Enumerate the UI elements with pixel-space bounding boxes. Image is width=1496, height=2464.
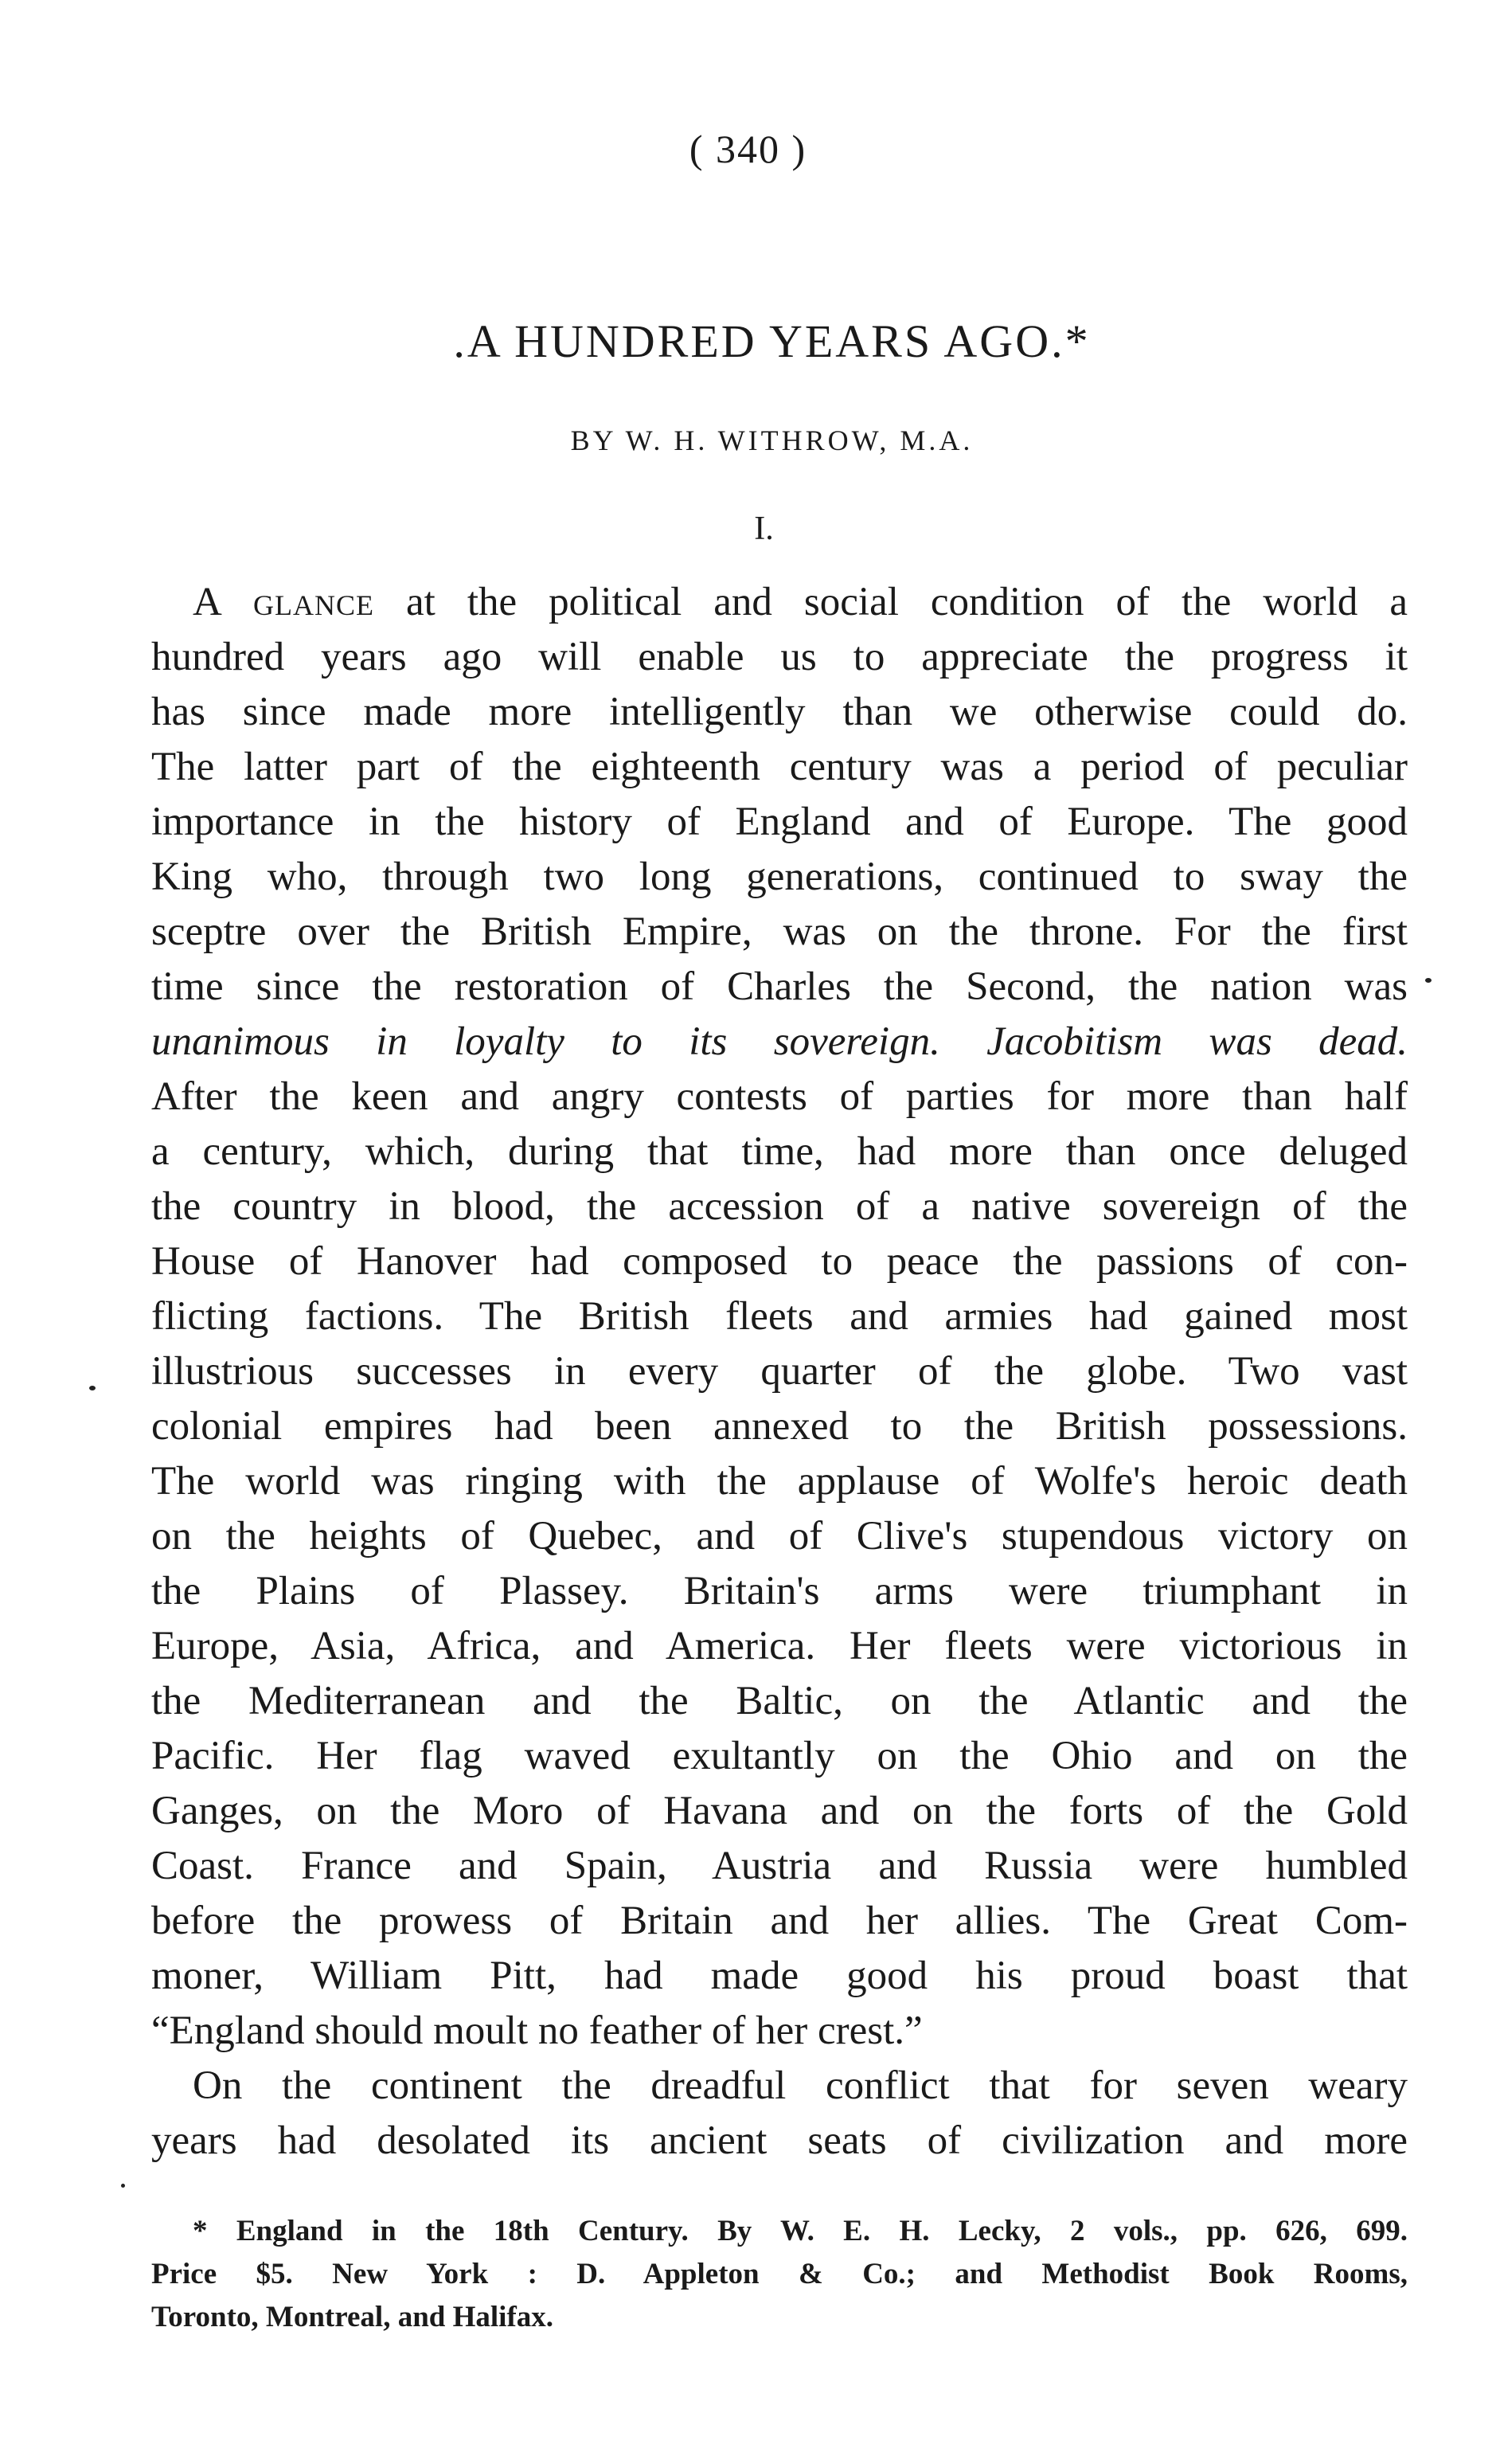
print-speck	[89, 1386, 96, 1390]
print-speck	[121, 2184, 125, 2188]
text-line: King who, through two long generations, continued to sway the	[151, 855, 1408, 899]
author-byline: BY W. H. WITHROW, M.A.	[570, 424, 974, 456]
text-line: before the prowess of Britain and her allies. The Great Com-	[151, 1899, 1408, 1943]
article-body	[151, 575, 1408, 2169]
text-line: moner, William Pitt, had made good his proud boast that	[151, 1954, 1408, 1998]
footnote	[151, 2210, 1408, 2339]
text-line: illustrious successes in every quarter of the globe. Two vast	[151, 1349, 1408, 1394]
text-line-italic: unanimous in loyalty to its sovereign. Jacobitism was dead.	[151, 1019, 1408, 1064]
footnote-line: Toronto, Montreal, and Halifax.	[151, 2301, 554, 2333]
text-line: Coast. France and Spain, Austria and Russia were humbled	[151, 1844, 1408, 1888]
text-line: After the keen and angry contests of parties for more than half	[151, 1074, 1408, 1119]
footnote-line: Price $5. New York : D. Appleton & Co.; and Methodist Book Rooms,	[151, 2258, 1408, 2290]
section-number: I.	[754, 510, 774, 547]
text-line: Ganges, on the Moro of Havana and on the forts of the Gold	[151, 1789, 1408, 1833]
text-line: The latter part of the eighteenth century was a period of peculiar	[151, 745, 1408, 789]
text-line: Europe, Asia, Africa, and America. Her fleets were victorious in	[151, 1624, 1408, 1668]
article-title: .A HUNDRED YEARS AGO.*	[453, 315, 1091, 367]
text-line: House of Hanover had composed to peace the passions of con-	[151, 1239, 1408, 1284]
page-number: ( 340 )	[689, 127, 807, 171]
text-line: years had desolated its ancient seats of civilization and more	[151, 2118, 1408, 2163]
text-line-rest: at the political and social condition of the world a	[374, 580, 1408, 624]
print-speck	[1425, 978, 1432, 983]
text-line: on the heights of Quebec, and of Clive's stupendous victory on	[151, 1514, 1408, 1559]
text-line: the Mediterranean and the Baltic, on the Atlantic and the	[151, 1679, 1408, 1723]
text-line	[151, 575, 1408, 630]
text-line: hundred years ago will enable us to appreciate the progress it	[151, 635, 1408, 679]
text-line: On the continent the dreadful conflict that for seven weary	[193, 2063, 1408, 2108]
text-line: sceptre over the British Empire, was on the throne. For the first	[151, 909, 1408, 954]
text-line: The world was ringing with the applause of Wolfe's heroic death	[151, 1459, 1408, 1504]
text-line: has since made more intelligently than we otherwise could do.	[151, 690, 1408, 734]
text-line: importance in the history of England and of Europe. The good	[151, 800, 1408, 844]
text-line: Pacific. Her flag waved exultantly on the Ohio and on the	[151, 1734, 1408, 1778]
text-line: flicting factions. The British fleets and armies had gained most	[151, 1294, 1408, 1339]
text-line: colonial empires had been annexed to the British possessions.	[151, 1404, 1408, 1449]
text-line: “England should moult no feather of her crest.”	[151, 2008, 923, 2053]
text-line: a century, which, during that time, had more than once deluged	[151, 1129, 1408, 1174]
text-line: the Plains of Plassey. Britain's arms were triumphant in	[151, 1569, 1408, 1613]
drop-small-caps: A glance	[193, 580, 375, 624]
text-line: the country in blood, the accession of a native sovereign of the	[151, 1184, 1408, 1229]
text-line: time since the restoration of Charles the Second, the nation was	[151, 964, 1408, 1009]
footnote-line: * England in the 18th Century. By W. E. H. Lecky, 2 vols., pp. 626, 699.	[193, 2215, 1408, 2247]
